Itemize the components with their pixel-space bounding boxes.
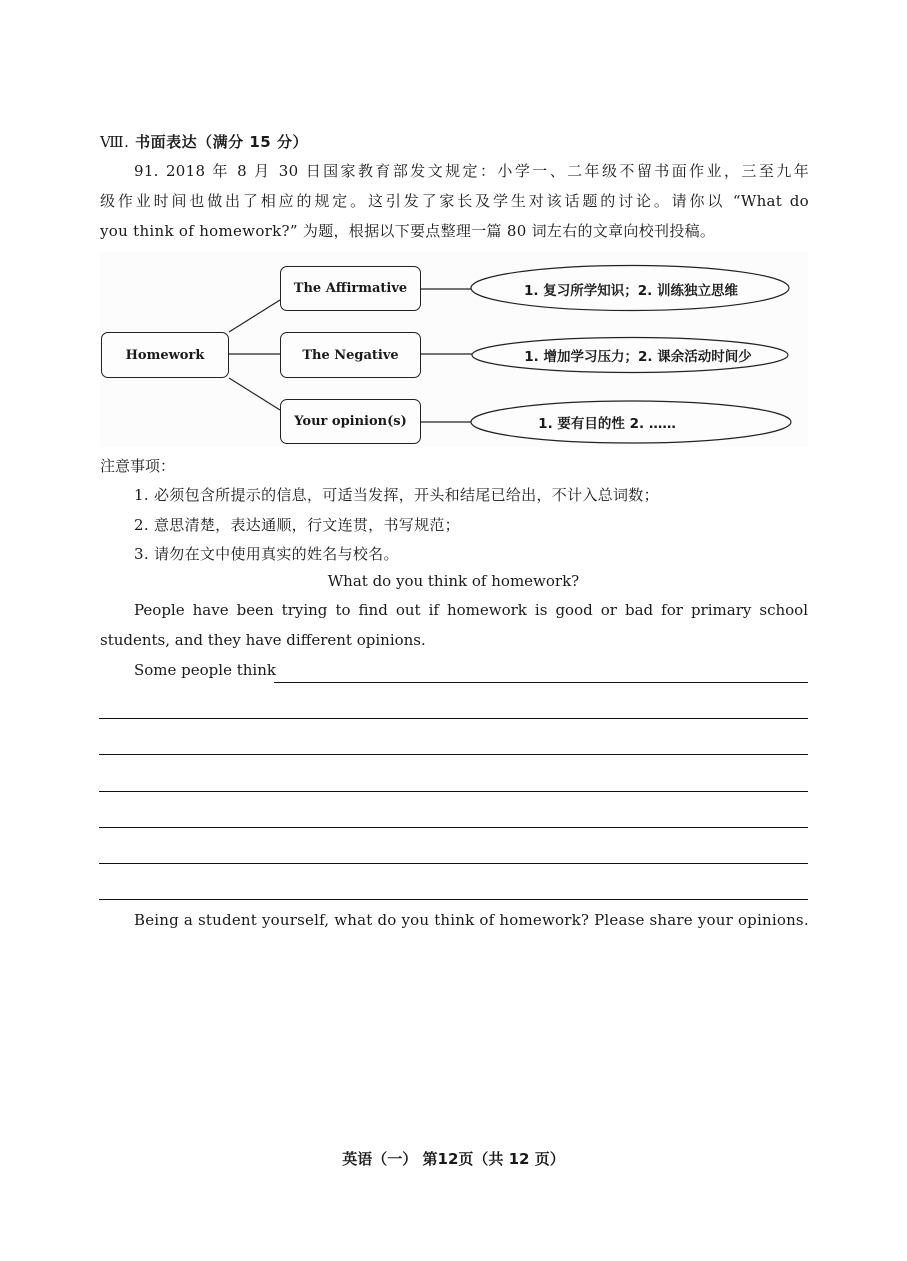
essay-closing: Being a student yourself, what do you think of homework? Please share your opinions. (134, 911, 809, 929)
note-item: 1. 必须包含所提示的信息，可适当发挥，开头和结尾已给出，不计入总词数； (134, 486, 659, 504)
writing-line[interactable] (274, 682, 808, 683)
note-item: 3. 请勿在文中使用真实的姓名与校名。 (134, 545, 399, 563)
node-negative (280, 332, 421, 378)
writing-line[interactable] (99, 791, 808, 792)
points-opinion: 1. 要有目的性 2. …… (538, 416, 676, 432)
writing-line[interactable] (99, 863, 808, 864)
essay-prompt-start: Some people think (134, 661, 276, 679)
notes-title: 注意事项： (100, 457, 176, 475)
section-numeral: Ⅷ. (100, 133, 130, 151)
writing-line[interactable] (99, 718, 808, 719)
note-item: 2. 意思清楚，表达通顺，行文连贯，书写规范； (134, 516, 460, 534)
node-affirmative-label: The Affirmative (293, 281, 408, 296)
node-homework (101, 332, 229, 378)
writing-line[interactable] (99, 754, 808, 755)
intro-line-2: 级作业时间也做出了相应的规定。这引发了家长及学生对该话题的讨论。请你以 “What do (100, 192, 809, 210)
node-negative-label: The Negative (302, 347, 399, 363)
writing-line[interactable] (99, 827, 808, 828)
intro-line-1: 91. 2018 年 8 月 30 日国家教育部发文规定：小学一、二年级不留书面作业，三至九年 (134, 162, 809, 180)
writing-line[interactable] (99, 899, 808, 900)
section-title: 书面表达（满分 15 分） (135, 133, 308, 151)
points-negative: 1. 增加学习压力；2. 课余活动时间少 (524, 349, 752, 365)
node-opinion (280, 399, 421, 444)
points-affirmative: 1. 复习所学知识；2. 训练独立思维 (524, 282, 738, 299)
essay-opening-line-2: students, and they have different opinions. (100, 631, 426, 649)
connector-root-opinion (229, 378, 280, 410)
section-heading (100, 131, 308, 152)
essay-title: What do you think of homework? (327, 572, 580, 590)
mind-map-diagram (100, 252, 808, 447)
node-homework-label: Homework (125, 347, 205, 363)
node-affirmative (280, 266, 421, 311)
intro-line-3: you think of homework?” 为题，根据以下要点整理一篇 80 词左右的文章向校刊投稿。 (100, 222, 716, 240)
essay-opening-line-1: People have been trying to find out if homework is good or bad for primary school (134, 601, 808, 619)
page-footer: 英语（一） 第12页（共 12 页） (342, 1150, 565, 1168)
node-opinion-label: Your opinion(s) (294, 414, 407, 429)
connector-root-affirmative (229, 300, 280, 332)
